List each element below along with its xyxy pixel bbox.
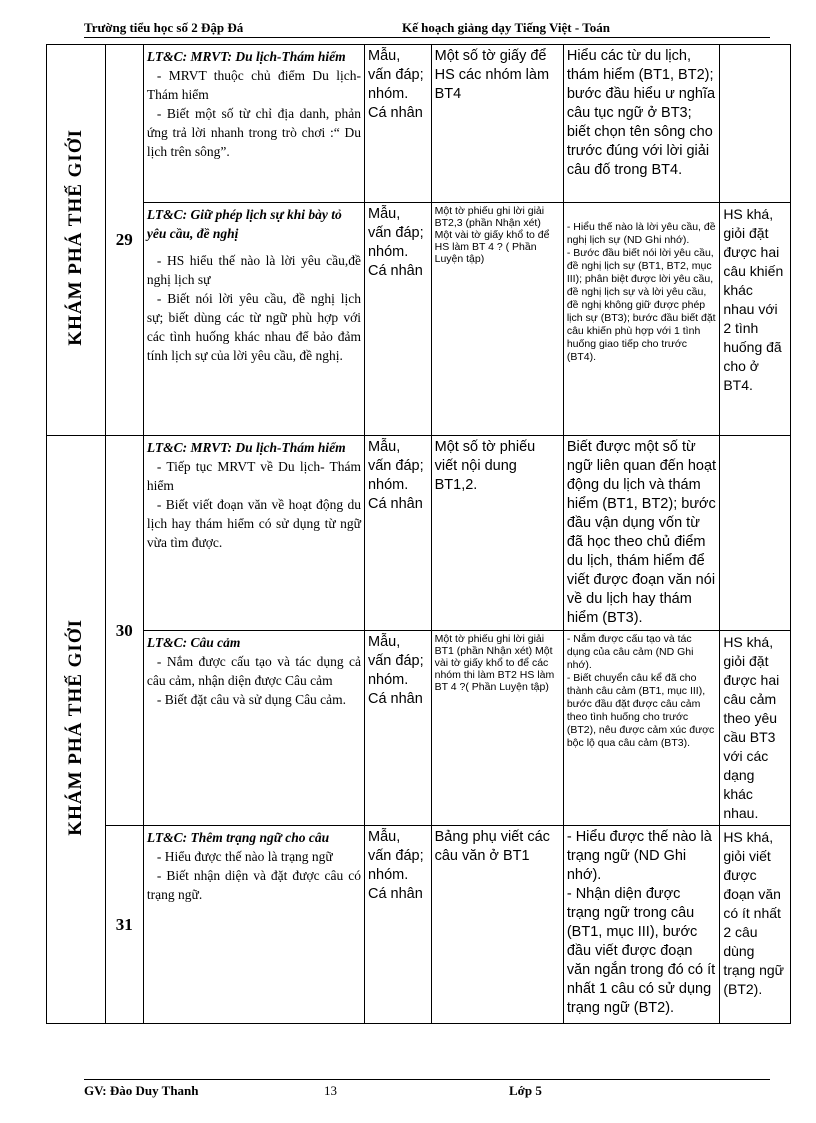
theme-label: KHÁM PHÁ THẾ GIỚI	[64, 618, 86, 836]
goal-line: - Hiểu được thế nào là trạng ngữ (ND Ghi nhớ).	[566, 829, 712, 883]
goal-line: Biết được một số từ ngữ liên quan đến hoạt động du lịch và thám hiểm (BT1, BT2); bước đầu vận dụng vốn từ đã học theo chủ điểm du lịch, thám hiểm để viết được đoạn văn nói về du lịch hay thám hiểm (BT3).	[566, 439, 717, 626]
materials: Một số tờ giấy để HS các nhóm làm BT4	[431, 45, 563, 203]
theme-cell	[47, 45, 106, 436]
goal-line: - Hiểu thế nào là lời yêu cầu, đề nghị lịch sự (ND Ghi nhớ).	[566, 221, 716, 246]
week-cell	[105, 826, 143, 1024]
lesson-goals	[563, 45, 719, 203]
lesson-goals	[563, 631, 719, 826]
table-row	[47, 45, 791, 203]
lesson-content	[143, 203, 364, 436]
week-number: 30	[115, 620, 133, 640]
grade-label: Lớp 5	[509, 1083, 542, 1098]
lesson-line: - Hiểu được thế nào là trạng ngữ	[156, 849, 333, 864]
lesson-title: LT&C: MRVT: Du lịch-Thám hiểm	[146, 49, 346, 64]
materials: Một số tờ phiếu viết nội dung BT1,2.	[431, 436, 563, 631]
header-rule	[84, 37, 770, 38]
goal-line: - Nắm được cấu tạo và tác dụng của câu cảm (ND Ghi nhớ).	[566, 633, 694, 671]
lesson-content	[143, 45, 364, 203]
teaching-method: Mẫu, vấn đáp; nhóm. Cá nhân	[364, 203, 431, 436]
advanced-note: HS khá, giỏi đặt được hai câu cảm theo yêu cầu BT3 với các dạng khác nhau.	[720, 631, 791, 826]
lesson-goals	[563, 203, 719, 436]
table-row	[47, 436, 791, 631]
goal-line: Hiểu các từ du lịch, thám hiểm (BT1, BT2); bước đầu hiểu ư nghĩa câu tục ngữ ở BT3; biết chọn tên sông cho trước đúng với lời giải câu đố trong BT4.	[566, 48, 716, 178]
table-row	[47, 203, 791, 436]
week-cell	[105, 45, 143, 436]
teaching-method: Mẫu, vấn đáp; nhóm. Cá nhân	[364, 45, 431, 203]
lesson-line: - MRVT thuộc chủ điểm Du lịch- Thám hiểm	[146, 68, 361, 102]
materials: Một tờ phiếu ghi lời giải BT1 (phần Nhận xét) Một vài tờ giấy khổ to để các nhóm thi làm BT2 HS làm BT 4 ?( Phần Luyện tập)	[431, 631, 563, 826]
lesson-title: LT&C: Câu cảm	[146, 635, 241, 650]
teacher-name: GV: Đào Duy Thanh	[84, 1083, 199, 1098]
school-name: Trường tiểu học số 2 Đập Đá	[84, 20, 244, 35]
advanced-note	[720, 45, 791, 203]
lesson-title: LT&C: MRVT: Du lịch-Thám hiểm	[146, 440, 346, 455]
lesson-title: LT&C: Giữ phép lịch sự khi bày tỏ yêu cầu, đề nghị	[146, 207, 342, 241]
theme-label: KHÁM PHÁ THẾ GIỚI	[64, 129, 86, 346]
footer-rule	[84, 1079, 770, 1080]
week-number: 31	[115, 914, 133, 934]
lesson-content	[143, 631, 364, 826]
page-header	[84, 20, 770, 38]
lesson-line: - HS hiểu thế nào là lời yêu cầu,đề nghị lịch sự	[146, 253, 361, 287]
advanced-note: HS khá, giỏi viết được đoạn văn có ít nhất 2 câu dùng trạng ngữ (BT2).	[720, 826, 791, 1024]
table-row	[47, 631, 791, 826]
lesson-line: - Biết đặt câu và sử dụng Câu cảm.	[156, 692, 347, 707]
lesson-plan-table	[46, 44, 791, 1024]
advanced-note	[720, 436, 791, 631]
lesson-line: - Biết viết đoạn văn về hoạt động du lịch hay thám hiểm có sử dụng từ ngữ vừa tìm được.	[146, 497, 361, 550]
lesson-content	[143, 826, 364, 1024]
theme-cell	[47, 436, 106, 1024]
lesson-line: - Biết một số từ chỉ địa danh, phản ứng trả lời nhanh trong trò chơi :“ Du lịch trên sông”.	[146, 106, 361, 159]
lesson-line: - Biết nhận diện và đặt được câu có trạng ngữ.	[146, 868, 361, 902]
materials: Một tờ phiếu ghi lời giải BT2,3 (phần Nhận xét) Một vài tờ giấy khổ to để HS làm BT 4 ? ( Phần Luyện tập)	[431, 203, 563, 436]
materials: Bảng phụ viết các câu văn ở BT1	[431, 826, 563, 1024]
lesson-line: - Tiếp tục MRVT về Du lịch- Thám hiểm	[146, 459, 361, 493]
lesson-line: - Biết nói lời yêu cầu, đề nghị lịch sự; biết dùng các từ ngữ phù hợp với các tình huống khác nhau để bảo đảm tính lịch sự của lời yêu cầu, đề nghị.	[146, 291, 361, 363]
document-title: Kế hoạch giảng dạy Tiếng Việt - Toán	[402, 20, 610, 35]
lesson-content	[143, 436, 364, 631]
lesson-line: - Nắm được cấu tạo và tác dụng cả câu cảm, nhận diện được Câu cảm	[146, 654, 361, 688]
goal-line: - Bước đầu biết nói lời yêu cầu, đề nghị lịch sự (BT1, BT2, mục III); phân biệt được lời yêu cầu, đề nghị lịch sự và lời yêu cầu, đề nghị không giữ được phép lịch sự (BT3); bước đầu biết đặt câu khiến phù hợp với 1 tình huống giao tiếp cho trước (BT4).	[566, 247, 716, 363]
teaching-method: Mẫu, vấn đáp; nhóm. Cá nhân	[364, 826, 431, 1024]
page-number: 13	[324, 1083, 337, 1098]
teaching-method: Mẫu, vấn đáp; nhóm. Cá nhân	[364, 436, 431, 631]
advanced-note: HS khá, giỏi đặt được hai câu khiến khác nhau với 2 tình huống đã cho ở BT4.	[720, 203, 791, 436]
lesson-title: LT&C: Thêm trạng ngữ cho câu	[146, 830, 330, 845]
goal-line: - Biết chuyển câu kể đã cho thành câu cảm (BT1, mục III), bước đầu đặt được câu cảm theo tình huống cho trước (BT2), nêu được cảm xúc được bộc lộ qua câu cảm (BT3).	[566, 672, 715, 749]
table-row	[47, 826, 791, 1024]
teaching-method: Mẫu, vấn đáp; nhóm. Cá nhân	[364, 631, 431, 826]
week-cell	[105, 436, 143, 826]
week-number: 29	[115, 230, 133, 249]
lesson-goals	[563, 436, 719, 631]
lesson-goals	[563, 826, 719, 1024]
goal-line: - Nhận diện được trạng ngữ trong câu (BT1, mục III), bước đầu viết được đoạn văn ngắn trong đó có ít nhất 1 câu có sử dụng trạng ngữ (BT2).	[566, 886, 716, 1016]
